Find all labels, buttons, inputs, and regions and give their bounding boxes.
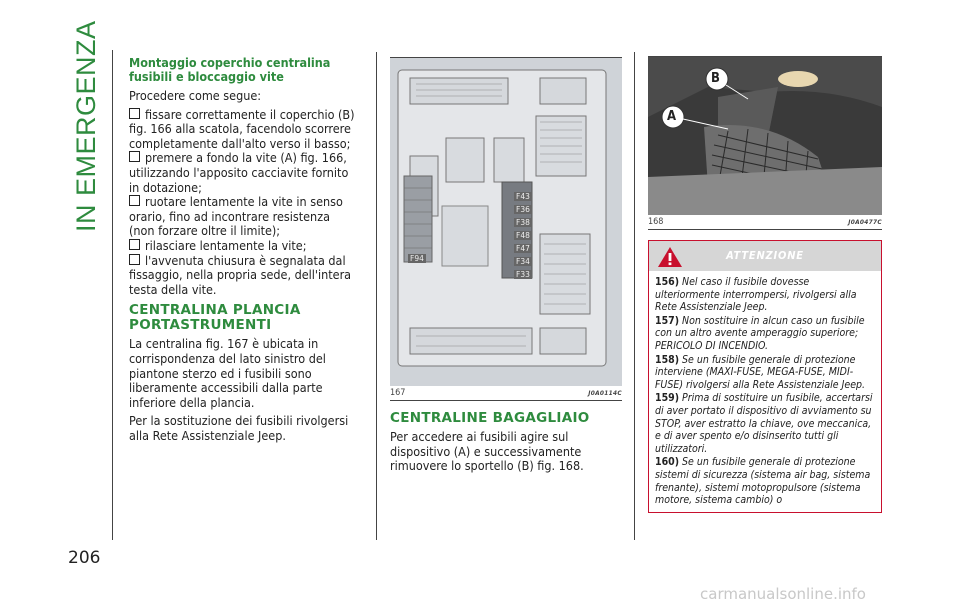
warning-title: ATTENZIONE xyxy=(726,249,804,262)
warning-text: Prima di sostituire un fusibile, accertarsi di aver portato il dispositivo di avviamento su STOP, aver estratto la chiave, ove meccanica, e di aver spento e/o disinserito tutti gli utilizzatori. xyxy=(655,392,873,455)
warning-text: Nel caso il fusibile dovesse ulteriormente interrompersi, rivolgersi alla Rete Assistenziale Jeep. xyxy=(655,276,857,314)
step-text: premere a fondo la vite (A) fig. 166, utilizzando l'apposito cacciavite fornito in dotazione; xyxy=(129,150,349,195)
label-a: A xyxy=(667,109,677,124)
fuse-label: F34 xyxy=(516,257,530,266)
paragraph: La centralina fig. 167 è ubicata in corrispondenza del lato sinistro del piantone sterzo ed i fusibili sono liberamente accessibili dalla parte inferiore della plancia. xyxy=(129,336,326,410)
warning-number: 157) xyxy=(655,314,680,327)
warning-item xyxy=(655,456,875,506)
figure-caption xyxy=(648,215,882,230)
step-text: ruotare lentamente la vite in senso orario, fino ad incontrare resistenza (non forzare oltre il limite); xyxy=(129,194,343,239)
warning-text: Non sostituire in alcun caso un fusibile con un altro avente amperaggio superiore; PERICOLO DI INCENDIO. xyxy=(655,314,865,352)
list-item xyxy=(129,151,357,195)
warning-box xyxy=(648,240,882,513)
fuse-label: F33 xyxy=(516,270,530,279)
fuse-box-figure xyxy=(390,57,622,386)
steps-list xyxy=(129,108,357,298)
warning-item xyxy=(655,392,875,455)
chapter-title: IN EMERGENZA xyxy=(71,20,101,232)
section-title: CENTRALINE BAGAGLIAIO xyxy=(390,410,590,426)
figure-code: J0A0114C xyxy=(588,389,622,397)
side-divider xyxy=(112,50,113,540)
figure-number: 167 xyxy=(390,388,406,398)
checkbox-bullet-icon xyxy=(129,151,140,162)
checkbox-bullet-icon xyxy=(129,239,140,250)
list-item xyxy=(129,254,357,298)
paragraph: Per accedere ai fusibili agire sul dispositivo (A) e successivamente rimuovere lo sportello (B) fig. 168. xyxy=(390,429,584,474)
column-divider-2 xyxy=(634,52,635,540)
warning-number: 158) xyxy=(655,353,680,366)
warning-item xyxy=(655,315,875,353)
warning-item xyxy=(655,276,875,314)
warning-body xyxy=(649,271,881,512)
label-b: B xyxy=(711,71,720,86)
column-2 xyxy=(390,57,622,478)
column-3 xyxy=(648,56,882,513)
figure-number: 168 xyxy=(648,217,664,227)
checkbox-bullet-icon xyxy=(129,108,140,119)
warning-number: 160) xyxy=(655,456,680,469)
fuse-label: F43 xyxy=(516,192,530,201)
checkbox-bullet-icon xyxy=(129,254,140,265)
trunk-figure xyxy=(648,56,882,215)
warning-header xyxy=(649,241,881,271)
page-number: 206 xyxy=(68,548,101,568)
figure-code: J0A0477C xyxy=(848,218,882,226)
list-item xyxy=(129,239,357,254)
list-item xyxy=(129,195,357,239)
subheading: Montaggio coperchio centralina fusibili e bloccaggio vite xyxy=(129,55,331,84)
warning-item xyxy=(655,354,875,392)
intro-text: Procedere come segue: xyxy=(129,88,262,103)
warning-text: Se un fusibile generale di protezione interviene (MAXI-FUSE, MEGA-FUSE, MIDI-FUSE) rivolgersi alla Rete Assistenziale Jeep. xyxy=(655,353,866,391)
column-divider-1 xyxy=(376,52,377,540)
warning-number: 159) xyxy=(655,392,680,405)
list-item xyxy=(129,108,357,152)
fuse-label: F94 xyxy=(410,254,424,263)
fuse-label: F38 xyxy=(516,218,530,227)
fuse-label: F36 xyxy=(516,205,530,214)
section-title: CENTRALINA PLANCIA PORTASTRUMENTI xyxy=(129,302,301,334)
fuse-label: F47 xyxy=(516,244,530,253)
column-1 xyxy=(129,56,357,447)
trunk-illustration xyxy=(648,57,882,215)
figure-caption xyxy=(390,386,622,401)
step-text: l'avvenuta chiusura è segnalata dal fissaggio, nella propria sede, dell'intera testa della vite. xyxy=(129,252,352,297)
watermark: carmanualsonline.info xyxy=(700,585,866,603)
warning-number: 156) xyxy=(655,276,680,288)
step-text: fissare correttamente il coperchio (B) fig. 166 alla scatola, facendolo scorrere completamente dall'alto verso il basso; xyxy=(129,106,355,151)
paragraph: Per la sostituzione dei fusibili rivolgersi alla Rete Assistenziale Jeep. xyxy=(129,413,349,443)
fuse-box-illustration xyxy=(390,58,622,386)
checkbox-bullet-icon xyxy=(129,195,140,206)
fuse-label: F48 xyxy=(516,231,530,240)
step-text: rilasciare lentamente la vite; xyxy=(145,237,307,253)
warning-text: Se un fusibile generale di protezione sistemi di sicurezza (sistema air bag, sistema frenante), sistemi motopropulsore (sistema motore, sistema cambio) o xyxy=(655,456,871,507)
